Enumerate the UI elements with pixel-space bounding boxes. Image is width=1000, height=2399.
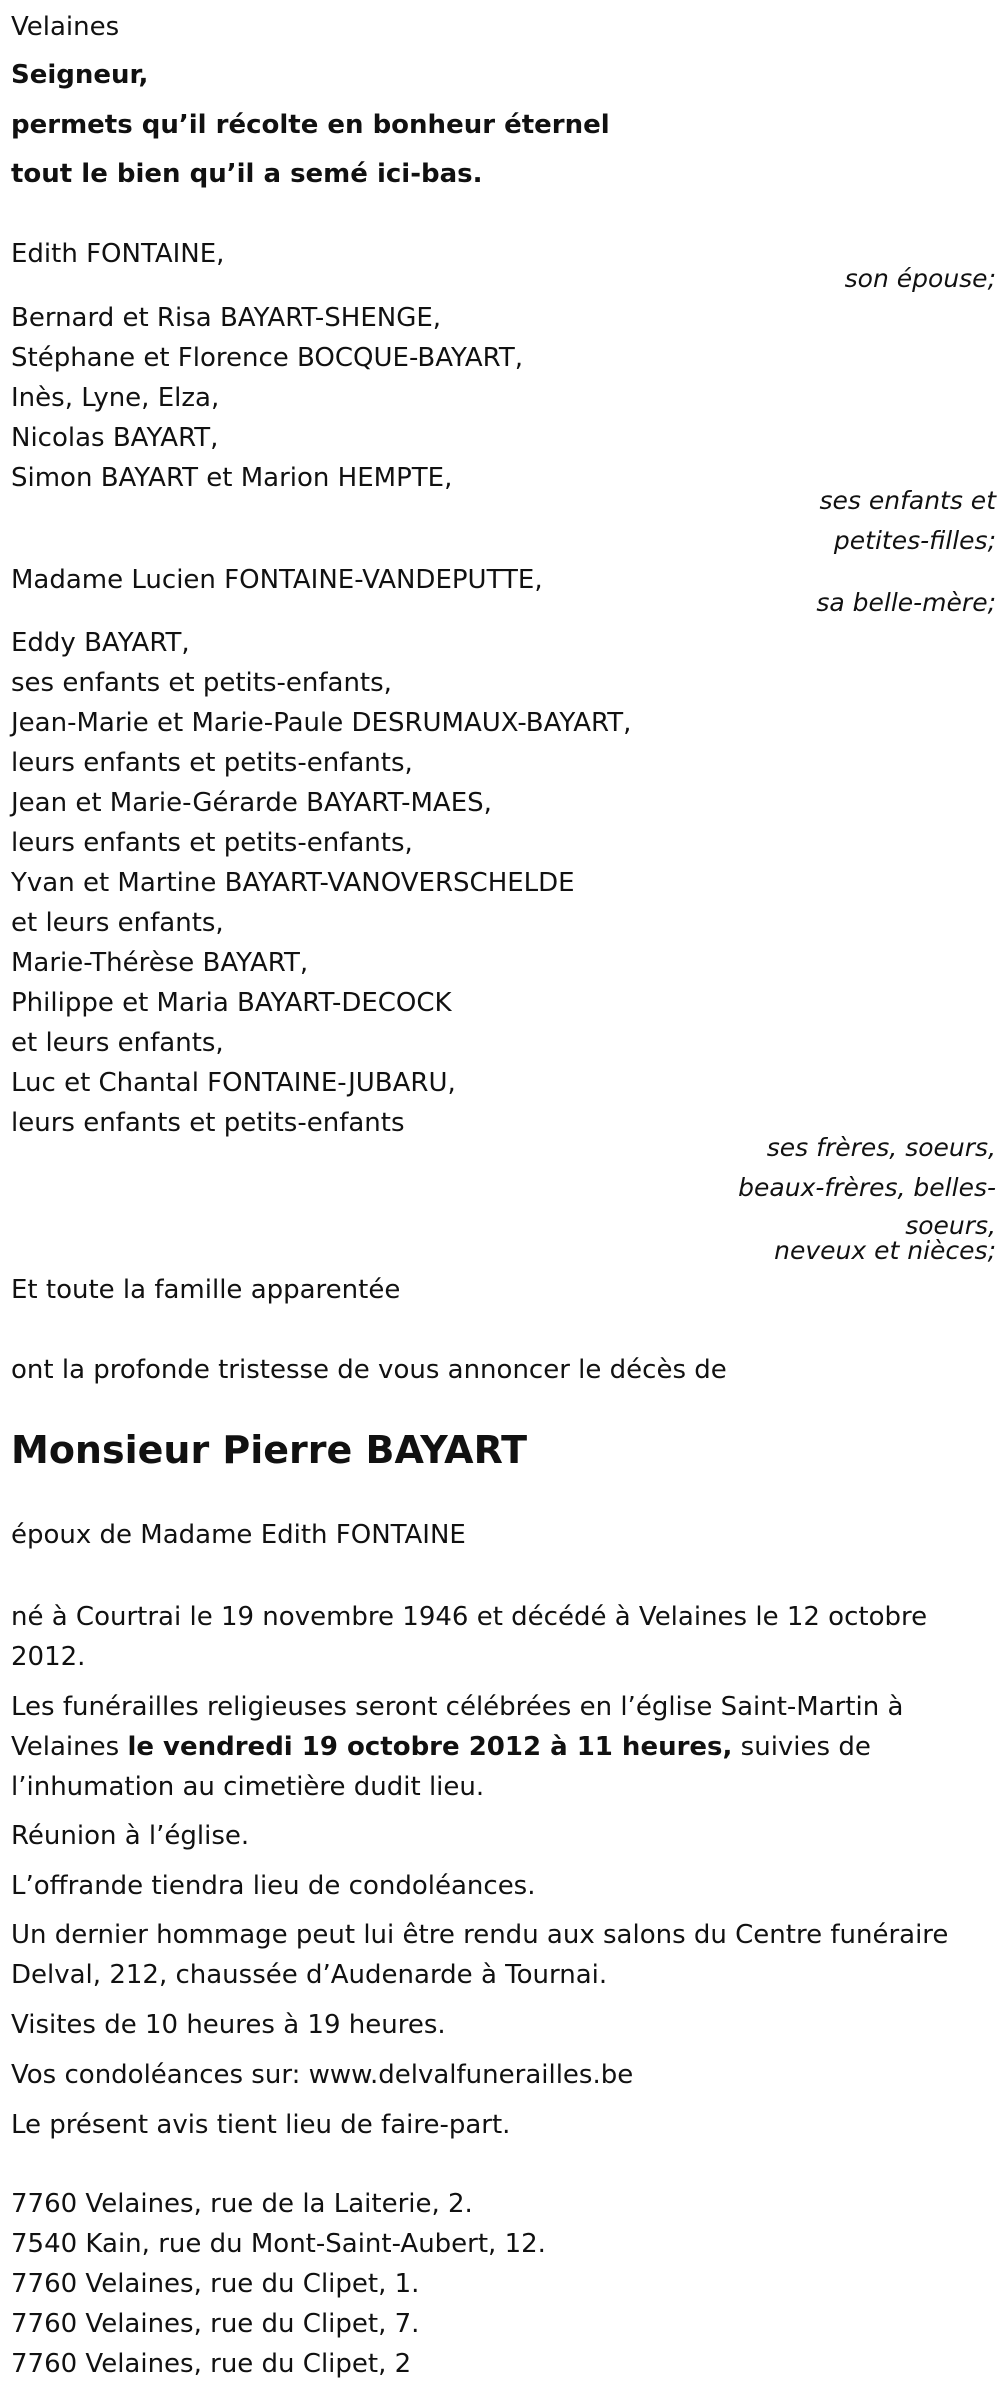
address-line: 7540 Kain, rue du Mont-Saint-Aubert, 12.	[11, 2229, 546, 2259]
funeral-text-a: Les funérailles religieuses seront célébrées en l’église Saint-Martin à Velaines	[11, 1692, 904, 1762]
sibling-line: leurs enfants et petits-enfants,	[11, 748, 413, 778]
spouse-of: époux de Madame Edith FONTAINE	[11, 1520, 466, 1550]
mother-in-law-role: sa belle-mère;	[816, 588, 996, 617]
prayer-line-3: tout le bien qu’il a semé ici-bas.	[11, 159, 483, 189]
children-role-2: petites-filles;	[833, 526, 996, 555]
prayer-line-2: permets qu’il récolte en bonheur éternel	[11, 110, 610, 140]
sibling-line: leurs enfants et petits-enfants	[11, 1108, 405, 1138]
deceased-name: Monsieur Pierre BAYART	[11, 1428, 528, 1472]
siblings-role-1: ses frères, soeurs,	[766, 1133, 996, 1162]
spouse-role: son épouse;	[844, 264, 996, 293]
place-name: Velaines	[11, 12, 120, 42]
sibling-line: Luc et Chantal FONTAINE-JUBARU,	[11, 1068, 456, 1098]
sibling-line: Jean et Marie-Gérarde BAYART-MAES,	[11, 788, 492, 818]
funeral-date: le vendredi 19 octobre 2012 à 11 heures,	[127, 1732, 733, 1762]
prayer-line-1: Seigneur,	[11, 60, 149, 90]
sibling-line: et leurs enfants,	[11, 1028, 224, 1058]
address-line: 7760 Velaines, rue du Clipet, 2	[11, 2349, 412, 2379]
meeting-note: Réunion à l’église.	[11, 1821, 250, 1851]
condolences-note: Vos condoléances sur: www.delvalfunerailles.be	[11, 2060, 634, 2090]
sibling-line: Philippe et Maria BAYART-DECOCK	[11, 988, 452, 1018]
visits-note: Visites de 10 heures à 19 heures.	[11, 2010, 446, 2040]
child-line: Nicolas BAYART,	[11, 423, 219, 453]
sibling-line: ses enfants et petits-enfants,	[11, 668, 392, 698]
mother-in-law: Madame Lucien FONTAINE-VANDEPUTTE,	[11, 565, 543, 595]
offering-note: L’offrande tiendra lieu de condoléances.	[11, 1871, 536, 1901]
address-line: 7760 Velaines, rue du Clipet, 7.	[11, 2309, 420, 2339]
siblings-role-3: soeurs,	[905, 1211, 996, 1240]
homage-note: Un dernier hommage peut lui être rendu aux salons du Centre funéraire Delval, 212, chaussée d’Audenarde à Tournai.	[11, 1920, 949, 1990]
siblings-role-4: neveux et nièces;	[774, 1236, 996, 1265]
announcement-intro: ont la profonde tristesse de vous annoncer le décès de	[11, 1355, 727, 1385]
spouse-name: Edith FONTAINE,	[11, 239, 225, 269]
children-role-1: ses enfants et	[819, 486, 996, 515]
sibling-line: Jean-Marie et Marie-Paule DESRUMAUX-BAYART,	[11, 708, 632, 738]
sibling-line: leurs enfants et petits-enfants,	[11, 828, 413, 858]
address-line: 7760 Velaines, rue de la Laiterie, 2.	[11, 2189, 473, 2219]
sibling-line: Eddy BAYART,	[11, 628, 190, 658]
address-line: 7760 Velaines, rue du Clipet, 1.	[11, 2269, 420, 2299]
sibling-line: Marie-Thérèse BAYART,	[11, 948, 309, 978]
notice-note: Le présent avis tient lieu de faire-part.	[11, 2110, 511, 2140]
funeral-details	[11, 1687, 996, 1807]
siblings-role-2: beaux-frères, belles-	[738, 1173, 996, 1202]
child-line: Stéphane et Florence BOCQUE-BAYART,	[11, 343, 523, 373]
child-line: Bernard et Risa BAYART-SHENGE,	[11, 303, 442, 333]
sibling-line: Yvan et Martine BAYART-VANOVERSCHELDE	[11, 868, 575, 898]
birth-death: né à Courtrai le 19 novembre 1946 et décédé à Velaines le 12 octobre 2012.	[11, 1602, 928, 1672]
sibling-line: et leurs enfants,	[11, 908, 224, 938]
child-line: Inès, Lyne, Elza,	[11, 383, 220, 413]
child-line: Simon BAYART et Marion HEMPTE,	[11, 463, 453, 493]
extended-family: Et toute la famille apparentée	[11, 1275, 401, 1305]
funeral-text-b: suivies de l’inhumation au cimetière dudit lieu.	[11, 1732, 871, 1802]
